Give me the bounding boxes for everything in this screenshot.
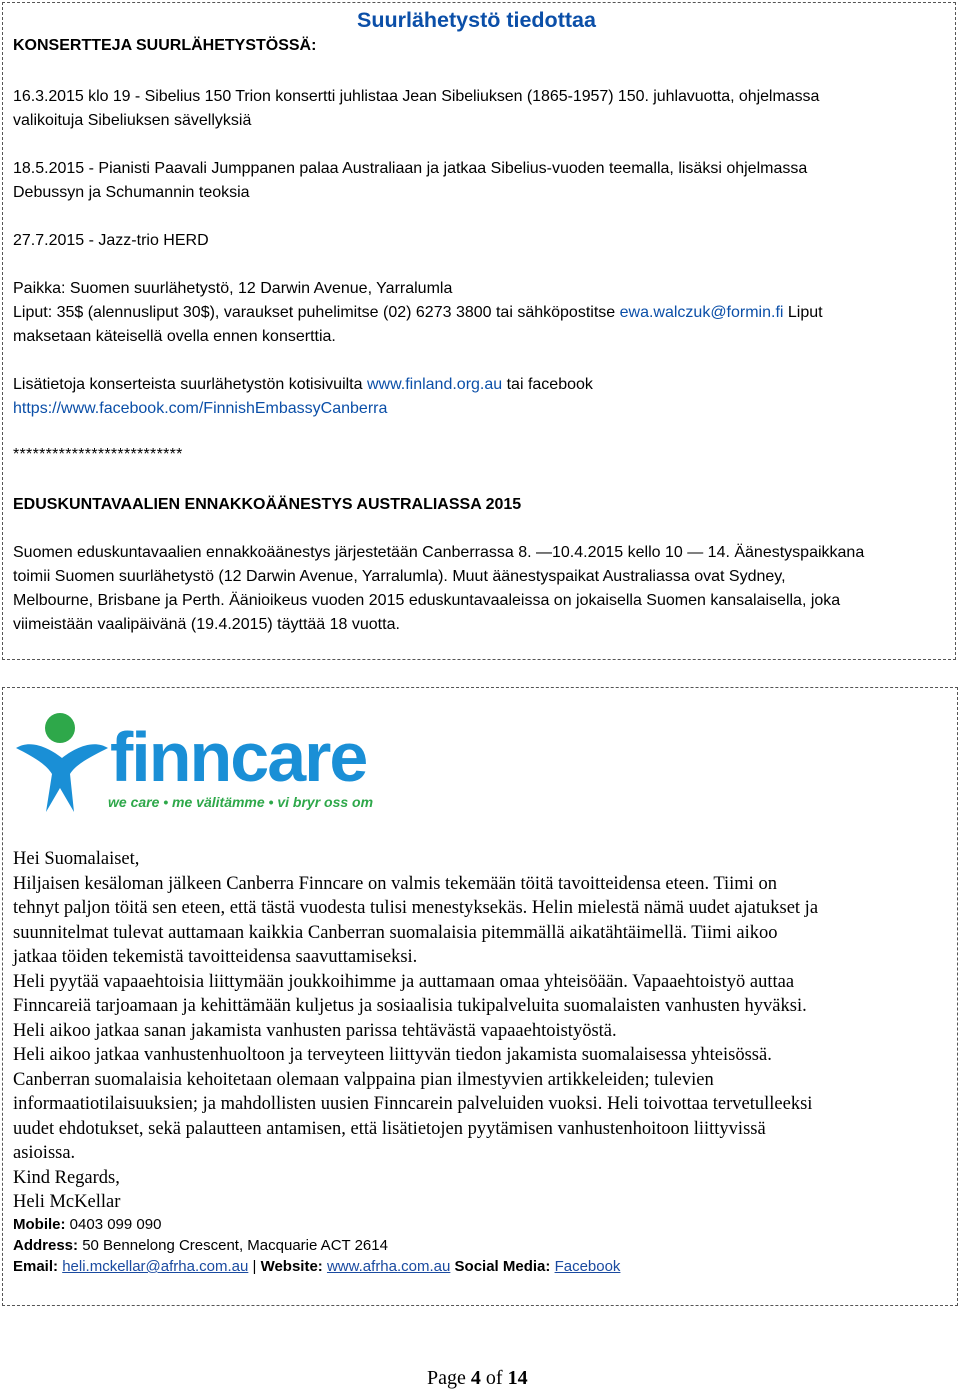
concert-info-line: [13, 373, 593, 398]
election-line-1: Suomen eduskuntavaalien ennakkoäänestys järjestetään Canberrassa 8. —10.4.2015 kello 10 — 14. Äänestyspaikkana: [13, 544, 865, 561]
mobile-value: 0403 099 090: [65, 1216, 162, 1233]
finncare-line-4: jatkaa töiden tekemistä tavoitteidensa saavuttamiseksi.: [13, 947, 418, 967]
finncare-line-10: informaatiotilaisuuksien; ja mahdollisten uusien Finncarein palveluiden vuoksi. Heli toivottaa tervetulleeksi: [13, 1094, 813, 1114]
concerts-label: KONSERTTEJA SUURLÄHETYSTÖSSÄ:: [13, 37, 317, 54]
address-label: Address:: [13, 1237, 79, 1254]
concert-item-1-line2: valikoituja Sibeliuksen sävellyksiä: [13, 112, 252, 129]
concert-item-2-line2: Debussyn ja Schumannin teoksia: [13, 184, 250, 201]
address-value: 50 Bennelong Crescent, Macquarie ACT 2614: [78, 1237, 388, 1254]
finncare-line-11: uudet ehdotukset, sekä palautteen antamisen, että lisätietojen pyytämisen vanhustenhoitoon liittyvissä: [13, 1118, 766, 1139]
concert-item-1-line1: 16.3.2015 klo 19 - Sibelius 150 Trion konsertti juhlistaa Jean Sibeliuksen (1865-1957) 150. juhlavuotta, ohjelmassa: [13, 88, 820, 105]
finncare-sign-off: Kind Regards,: [13, 1167, 120, 1188]
website-link[interactable]: www.afrha.com.au: [326, 1258, 451, 1275]
finncare-greeting: Hei Suomalaiset,: [13, 849, 140, 869]
finncare-line-7: Heli aikoo jatkaa sanan jakamista vanhusten parissa tehtävästä vapaaehtoistyöstä.: [13, 1020, 617, 1041]
concert-tickets-line1: [13, 301, 823, 326]
contact-mobile: [13, 1214, 161, 1235]
tickets-email-link[interactable]: ewa.walczuk@formin.fi: [619, 304, 784, 321]
page-current: 4: [470, 1367, 481, 1389]
election-line-3: Melbourne, Brisbane ja Perth. Äänioikeus vuoden 2015 eduskuntavaaleissa on jokaisella Suomen kansalaisella, joka: [13, 592, 841, 609]
email-label: Email:: [13, 1258, 59, 1275]
finncare-line-3: suunnitelmat tulevat auttamaan kaikkia Canberran suomalaisia pitemmällä aikatähtäimellä. Tiimi aikoo: [13, 922, 778, 943]
finncare-signer: Heli McKellar: [13, 1192, 121, 1212]
contact-links: [13, 1256, 620, 1277]
separator: |: [248, 1258, 261, 1275]
tickets-text: Liput: 35$ (alennusliput 30$), varaukset puhelimitse (02) 6273 3800 tai sähköpostitse: [13, 304, 620, 321]
finncare-logo-text: finncare: [110, 718, 367, 796]
finncare-line-9: Canberran suomalaisia kehoitetaan olemaan valppaina pian ilmestyvien artikkeleiden; tulevien: [13, 1069, 714, 1090]
facebook-link[interactable]: https://www.facebook.com/FinnishEmbassyCanberra: [13, 400, 388, 417]
finncare-figure-icon: [12, 708, 112, 816]
email-link[interactable]: heli.mckellar@afrha.com.au: [62, 1258, 249, 1275]
finncare-line-12: asioissa.: [13, 1143, 76, 1163]
page-of: of: [480, 1367, 508, 1389]
concert-place: Paikka: Suomen suurlähetystö, 12 Darwin Avenue, Yarralumla: [13, 280, 453, 297]
concert-item-3: 27.7.2015 - Jazz-trio HERD: [13, 232, 209, 249]
election-line-2: toimii Suomen suurlähetystö (12 Darwin Avenue, Yarralumla). Muut äänestyspaikat Australiassa ovat Sydney,: [13, 568, 786, 585]
stars-divider: **************************: [13, 446, 183, 463]
finncare-line-2: tehnyt paljon töitä sen eteen, että tästä vuodesta tulisi menestyksekäs. Helin mielestä nämä uudet ajatukset ja: [13, 898, 819, 918]
finncare-line-6: Finncareiä tarjoamaan ja kehittämään kuljetus ja sosiaalisia tukipalveluita suomalaisten vanhusten hyväksi.: [13, 996, 807, 1016]
page-prefix: Page: [427, 1367, 471, 1389]
embassy-title: Suurlähetystö tiedottaa: [357, 8, 596, 32]
finncare-tagline: we care • me välitämme • vi bryr oss om: [108, 794, 374, 810]
website-label: Website:: [260, 1258, 323, 1275]
finncare-line-5: Heli pyytää vapaaehtoisia liittymään joukkoihimme ja auttamaan omaa yhteisöään. Vapaaehtoistyö auttaa: [13, 971, 795, 992]
concert-tickets-line2: maksetaan käteisellä ovella ennen konserttia.: [13, 328, 336, 345]
page-total: 14: [507, 1367, 528, 1389]
info-suffix: tai facebook: [502, 376, 593, 393]
tickets-suffix: Liput: [783, 304, 823, 321]
info-text: Lisätietoja konserteista suurlähetystön kotisivuilta: [13, 376, 367, 393]
finncare-logo: [12, 708, 374, 818]
social-label: Social Media:: [450, 1258, 551, 1275]
concert-item-2-line1: 18.5.2015 - Pianisti Paavali Jumppanen palaa Australiaan ja jatkaa Sibelius-vuoden teemalla, lisäksi ohjelmassa: [13, 160, 808, 177]
finncare-line-8: Heli aikoo jatkaa vanhustenhuoltoon ja terveyteen liittyvän tiedon jakamista suomalaisessa yhteisössä.: [13, 1045, 772, 1065]
social-facebook-link[interactable]: Facebook: [554, 1258, 621, 1275]
election-line-4: viimeistään vaalipäivänä (19.4.2015) täyttää 18 vuotta.: [13, 616, 400, 633]
page-number: [427, 1365, 528, 1391]
mobile-label: Mobile:: [13, 1216, 66, 1233]
finncare-line-1: Hiljaisen kesäloman jälkeen Canberra Finncare on valmis tekemään töitä tavoitteidensa eteen. Tiimi on: [13, 873, 777, 894]
contact-address: [13, 1235, 388, 1256]
finland-website-link[interactable]: www.finland.org.au: [366, 376, 503, 393]
election-heading: EDUSKUNTAVAALIEN ENNAKKOÄÄNESTYS AUSTRALIASSA 2015: [13, 496, 522, 513]
